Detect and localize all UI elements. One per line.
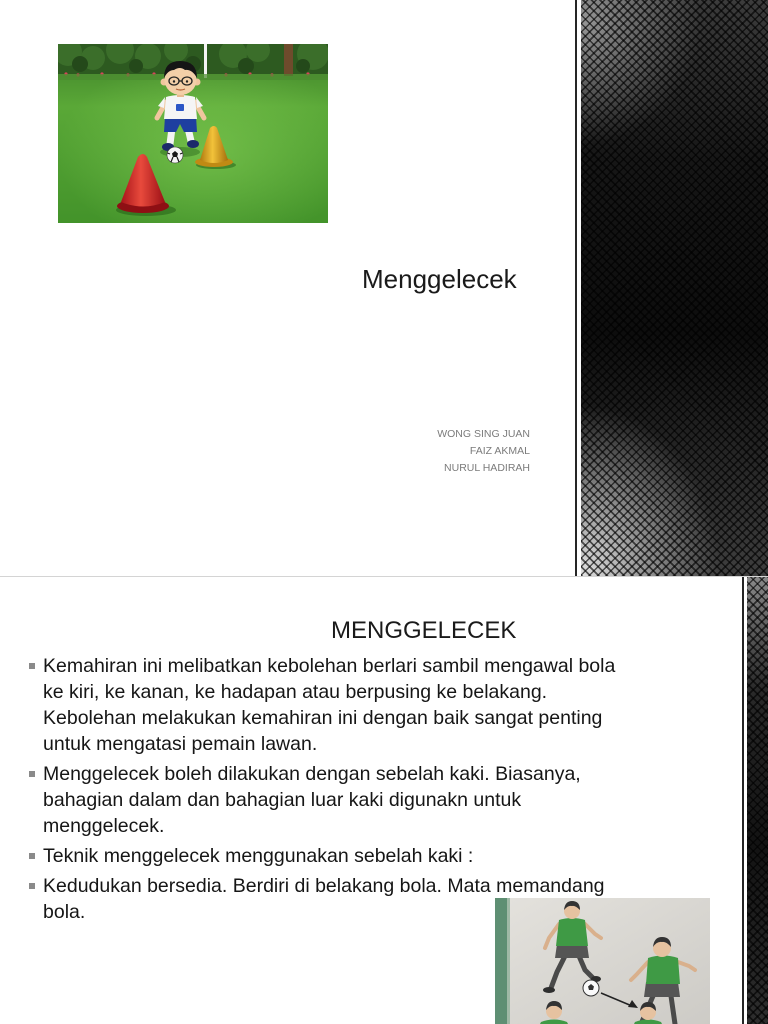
- vertical-divider: [575, 0, 577, 576]
- list-item: [0, 843, 740, 869]
- bullet-text-line: ke kiri, ke kanan, ke hadapan atau berpusing ke belakang.: [43, 681, 548, 703]
- bullet-list: [0, 653, 740, 929]
- decorative-pattern-panel: [747, 577, 768, 1024]
- bullet-text-line: bola.: [43, 901, 86, 923]
- vertical-divider: [742, 577, 744, 1024]
- dribbling-illustration-image: [495, 898, 710, 1024]
- list-item: [0, 761, 740, 839]
- bullet-text-line: Teknik menggelecek menggunakan sebelah kaki :: [43, 845, 474, 867]
- bullet-text-line: untuk mengatasi pemain lawan.: [43, 733, 318, 755]
- list-item: [0, 653, 740, 757]
- bullet-text-line: Kedudukan bersedia. Berdiri di belakang bola. Mata memandang: [43, 875, 605, 897]
- slide-title: MENGGELECEK: [331, 617, 517, 644]
- bullet-text-line: bahagian dalam dan bahagian luar kaki digunakn untuk: [43, 789, 522, 811]
- decorative-pattern-panel: [581, 0, 768, 576]
- author-list: [380, 426, 530, 477]
- square-bullet-icon: [29, 771, 35, 777]
- bullet-text-line: menggelecek.: [43, 815, 165, 837]
- content-slide: [0, 577, 768, 1024]
- bullet-text-line: Kebolehan melakukan kemahiran ini dengan baik sangat penting: [43, 707, 603, 729]
- bullet-text-line: Menggelecek boleh dilakukan dengan sebelah kaki. Biasanya,: [43, 763, 581, 785]
- square-bullet-icon: [29, 663, 35, 669]
- dribbling-cartoon-image: [58, 44, 328, 223]
- author-name: WONG SING JUAN: [437, 428, 530, 440]
- author-name: FAIZ AKMAL: [469, 445, 530, 457]
- author-name: NURUL HADIRAH: [444, 462, 530, 474]
- square-bullet-icon: [29, 883, 35, 889]
- bullet-text-line: Kemahiran ini melibatkan kebolehan berlari sambil mengawal bola: [43, 655, 616, 677]
- slide-title: Menggelecek: [362, 264, 517, 294]
- square-bullet-icon: [29, 853, 35, 859]
